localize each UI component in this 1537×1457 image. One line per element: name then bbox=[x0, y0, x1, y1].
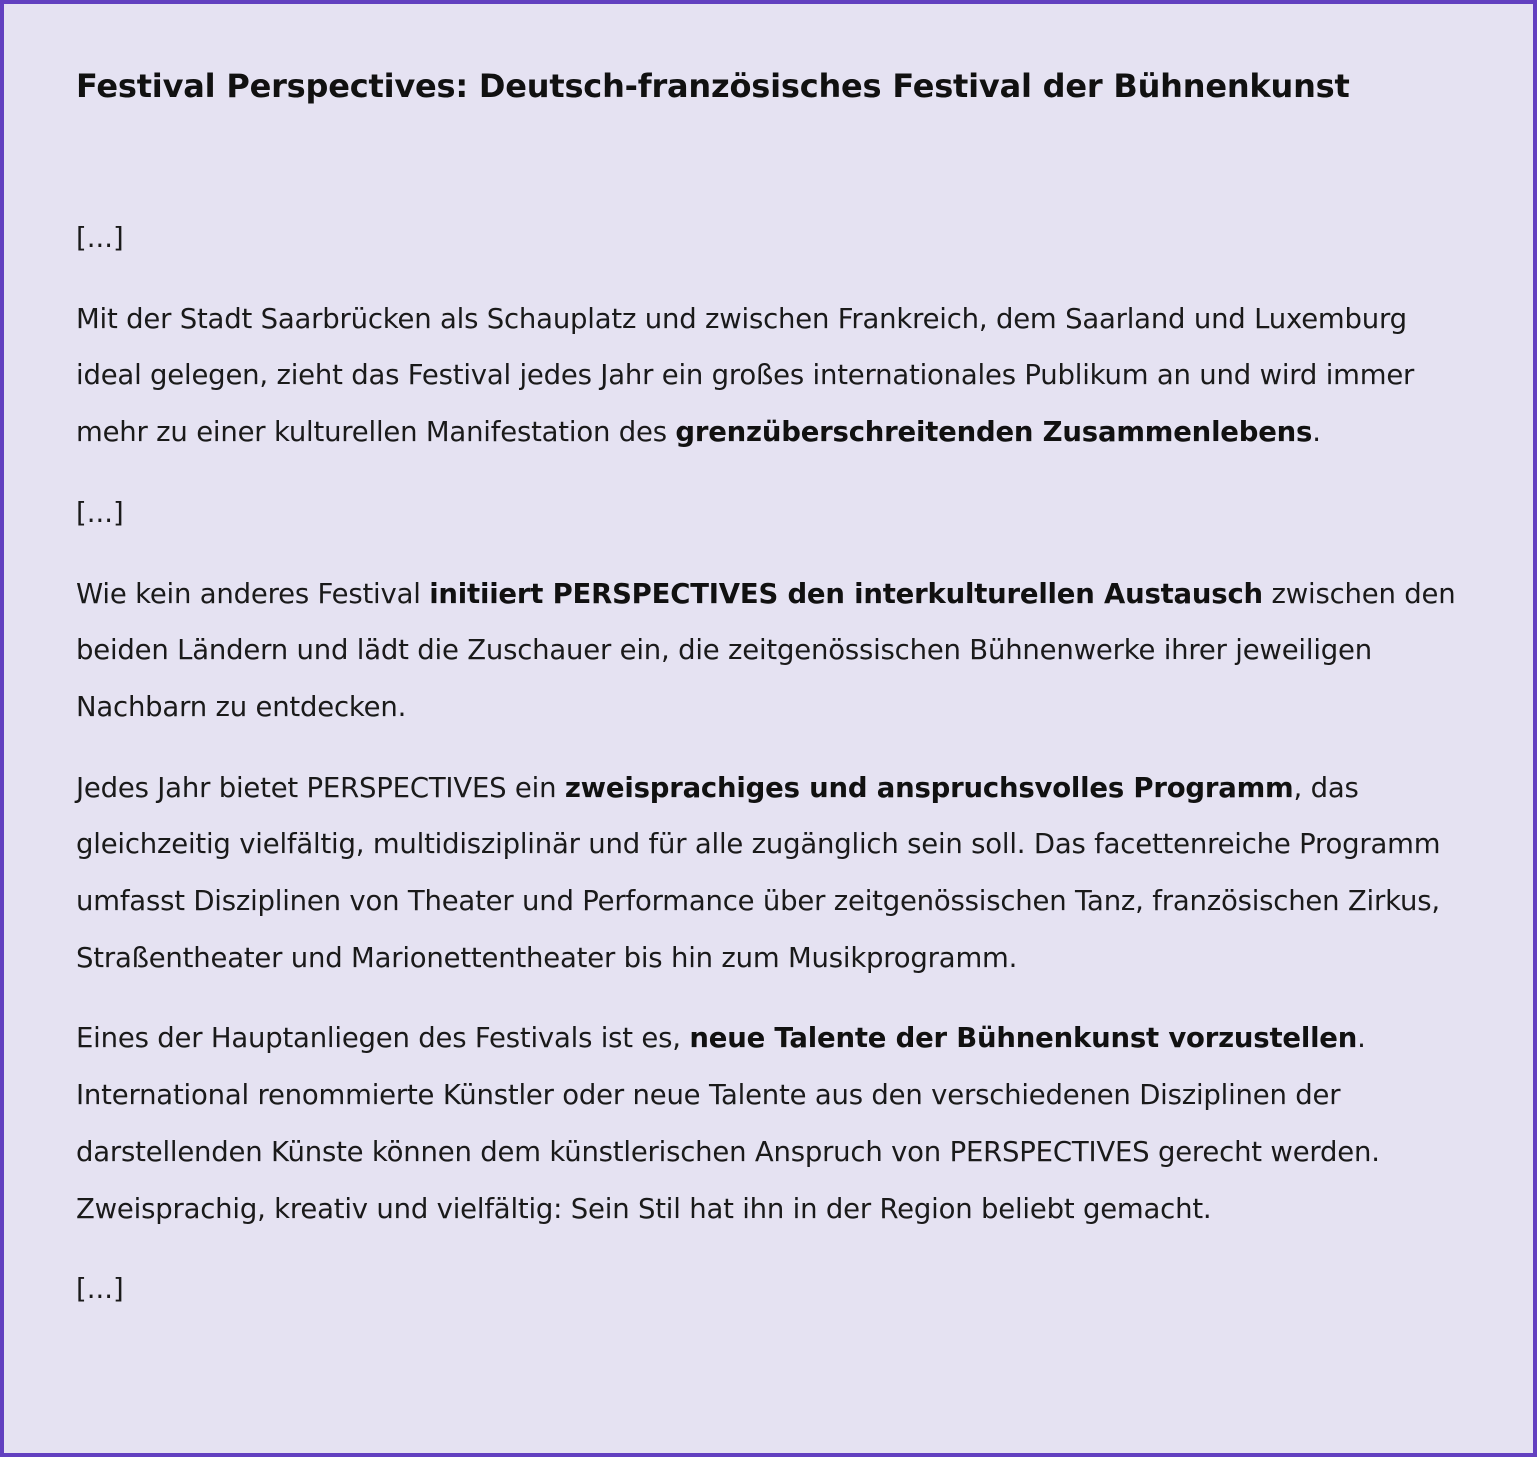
paragraph-text: Jedes Jahr bietet PERSPECTIVES ein bbox=[76, 771, 565, 804]
paragraph-text: Mit der Stadt Saarbrücken als Schauplatz und zwischen Frankreich, dem Saarland und Luxemburg ideal gelegen, zieht das Festival jedes Jahr ein großes internationales Publikum an und wird immer mehr zu einer kulturellen Manifestation des bbox=[76, 302, 1415, 449]
omission-marker: [...] bbox=[76, 222, 124, 254]
paragraph-text: , das gleichzeitig vielfältig, multidisziplinär und für alle zugänglich sein soll. Das facettenreiche Programm umfasst Disziplinen von Theater und Performance über zeitgenössischen Tanz, französischen Zirkus, Straßentheater und Marionettentheater bis hin zum Musikprogramm. bbox=[76, 771, 1441, 974]
paragraph-text: Wie kein anderes Festival bbox=[76, 577, 430, 610]
omission-marker: [...] bbox=[76, 496, 124, 529]
emphasis-text: initiiert PERSPECTIVES den interkulturellen Austausch bbox=[429, 577, 1263, 610]
emphasis-text: neue Talente der Bühnenkunst vorzustellen bbox=[689, 1022, 1358, 1055]
paragraph-text: Eines der Hauptanliegen des Festivals ist es, bbox=[76, 1022, 690, 1055]
article-title: Festival Perspectives: Deutsch-französisches Festival der Bühnenkunst bbox=[76, 67, 1350, 105]
paragraph-text: zwischen den beiden Ländern und lädt die Zuschauer ein, die zeitgenössischen Bühnenwerke ihrer jeweiligen Nachbarn zu entdecken. bbox=[76, 577, 1456, 723]
paragraph-program bbox=[76, 760, 1461, 987]
paragraph-talents bbox=[76, 1010, 1461, 1237]
paragraph-location bbox=[76, 291, 1461, 461]
paragraph-text: . International renommierte Künstler oder neue Talente aus den verschiedenen Disziplinen der darstellenden Künste können dem künstlerischen Anspruch von PERSPECTIVES gerecht werden. Zweisprachig, kreativ und vielfältig: Sein Stil hat ihn in der Region beliebt gemacht. bbox=[76, 1022, 1380, 1225]
paragraph-exchange bbox=[76, 566, 1461, 736]
paragraph-text: . bbox=[1312, 416, 1321, 449]
emphasis-text: zweisprachiges und anspruchsvolles Programm bbox=[564, 771, 1294, 804]
emphasis-text: grenzüberschreitenden Zusammenlebens bbox=[675, 416, 1313, 449]
omission-marker: [...] bbox=[76, 1273, 124, 1306]
